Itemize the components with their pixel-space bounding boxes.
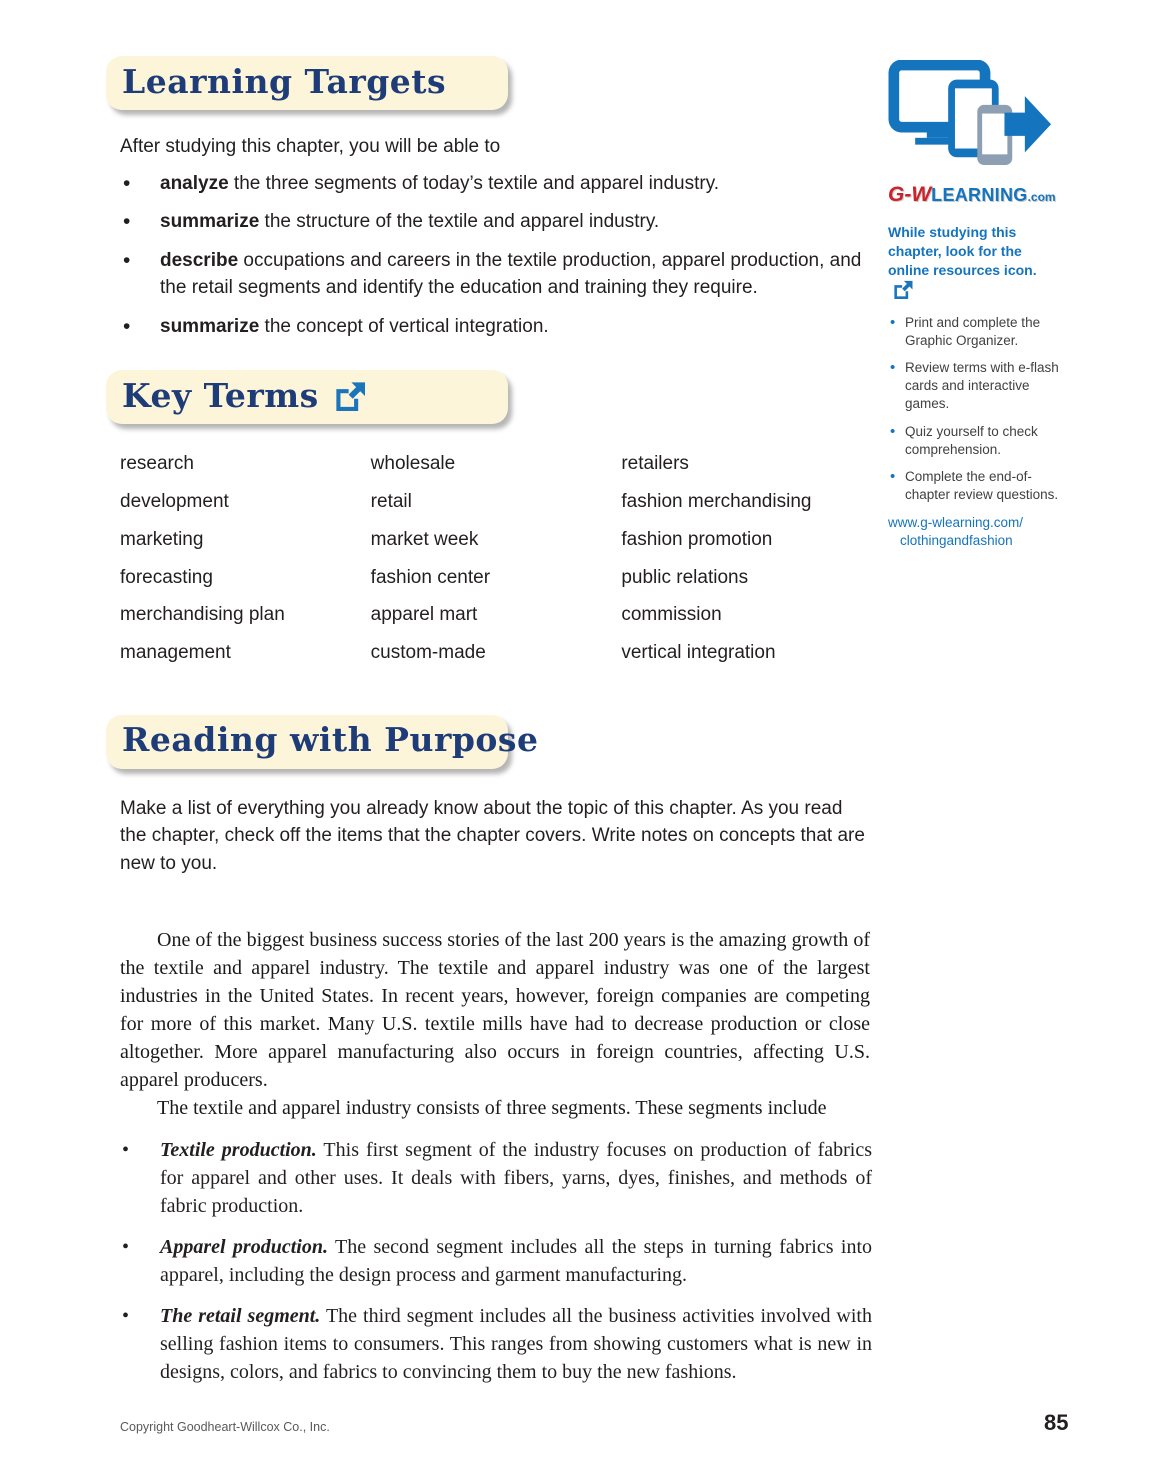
page-number: 85 xyxy=(1044,1410,1069,1435)
sidebar-intro xyxy=(888,223,1060,304)
key-terms-banner xyxy=(106,370,508,424)
key-term: merchandising plan xyxy=(120,604,285,626)
reading-with-purpose-body: Make a list of everything you already know about the topic of this chapter. As you read the chapter, check off the items that the chapter covers. Write notes on concepts that are new to you. xyxy=(120,797,865,874)
link-line-2[interactable]: clothingandfashion xyxy=(900,532,1013,548)
learning-targets-title: Learning Targets xyxy=(122,61,447,101)
chapter-body-text xyxy=(120,926,870,1122)
logo-com-text: .com xyxy=(1027,190,1056,204)
key-term: public relations xyxy=(621,566,749,588)
key-terms-column-3 xyxy=(621,452,872,679)
copyright-notice: Copyright Goodheart-Willcox Co., Inc. xyxy=(120,1420,330,1434)
item-lead: Textile production. xyxy=(160,1138,317,1161)
link-line-1[interactable]: www.g-wlearning.com/ xyxy=(888,514,1024,530)
reading-with-purpose-title: Reading with Purpose xyxy=(122,720,539,760)
item-text: The third segment includes all the business activities involved with selling fashion items to consumers. This ranges from showing customers what is new in designs, colors, and fabrics to convincing them to buy the new fashions. xyxy=(160,1304,872,1383)
learning-targets-intro: After studying this chapter, you will be able to xyxy=(120,136,501,157)
key-term: apparel mart xyxy=(370,604,478,626)
logo-gw-text: G-W xyxy=(888,183,932,206)
key-term: research xyxy=(120,453,194,475)
list-item xyxy=(120,170,872,198)
sidebar-link[interactable] xyxy=(888,514,1060,550)
reading-with-purpose-banner xyxy=(106,715,539,769)
gw-learning-wordmark xyxy=(888,183,1060,207)
list-item: • Print and complete the Graphic Organizer. xyxy=(888,314,1060,350)
list-item: • Quiz yourself to check comprehension. xyxy=(888,423,1060,459)
item-lead: summarize xyxy=(160,211,260,233)
key-term: fashion center xyxy=(370,566,491,588)
key-term: management xyxy=(120,642,231,664)
sidebar-intro-text: While studying this chapter, look for the online resources icon. xyxy=(888,224,1037,278)
key-terms-list xyxy=(120,452,872,679)
logo-learning-text: LEARNING xyxy=(931,185,1028,205)
item-lead: analyze xyxy=(160,172,229,194)
key-term: forecasting xyxy=(120,566,213,588)
body-paragraph: One of the biggest business success stories of the last 200 years is the amazing growth of the textile and apparel industry. The textile and apparel industry was one of the largest industries in the United States. In recent years, however, foreign companies are competing for more of this market. Many U.S. textile mills have had to decrease production or close altogether. More apparel manufacturing also occurs in foreign countries, affecting U.S. apparel producers. xyxy=(120,928,870,1091)
list-item xyxy=(120,1233,872,1289)
item-text: This first segment of the industry focuses on production of fabrics for apparel and other uses. It deals with fibers, yarns, dyes, finishes, and methods of fabric production. xyxy=(160,1138,873,1217)
body-paragraph: The textile and apparel industry consists of three segments. These segments include xyxy=(157,1096,827,1119)
learning-targets-banner xyxy=(106,56,508,110)
key-term: market week xyxy=(370,528,479,550)
list-item xyxy=(120,1302,872,1386)
key-terms-column-1 xyxy=(120,452,371,679)
key-term: commission xyxy=(621,604,722,626)
key-terms-title: Key Terms xyxy=(122,375,319,415)
key-term: vertical integration xyxy=(621,642,776,664)
gw-learning-logo-icon xyxy=(888,60,1060,177)
key-term: marketing xyxy=(120,528,204,550)
key-term: wholesale xyxy=(370,453,456,475)
item-lead: The retail segment. xyxy=(160,1304,321,1327)
key-term: fashion promotion xyxy=(621,528,773,550)
main-column xyxy=(120,56,872,1399)
item-text: the structure of the textile and apparel industry. xyxy=(259,211,660,233)
key-term: custom-made xyxy=(370,642,486,664)
list-item: • Complete the end-of-chapter review questions. xyxy=(888,468,1060,504)
item-lead: Apparel production. xyxy=(160,1235,328,1258)
list-item xyxy=(120,313,872,341)
key-term: development xyxy=(120,491,229,513)
item-lead: describe xyxy=(160,249,239,271)
online-resources-icon xyxy=(892,280,914,304)
key-terms-column-2 xyxy=(371,452,622,679)
list-item: • Review terms with e-flash cards and interactive games. xyxy=(888,359,1060,414)
item-text: occupations and careers in the textile production, apparel production, and the retail segments and identify the education and training they require. xyxy=(160,249,862,299)
sidebar-activities-list xyxy=(888,314,1060,505)
item-text: The second segment includes all the steps in turning fabrics into apparel, including the design process and garment manufacturing. xyxy=(160,1235,873,1286)
list-item xyxy=(120,1136,872,1220)
segments-list xyxy=(120,1136,872,1386)
external-link-icon[interactable] xyxy=(333,381,367,416)
key-term: retail xyxy=(370,491,412,513)
item-text: the concept of vertical integration. xyxy=(259,315,549,337)
learning-targets-list xyxy=(120,170,872,341)
key-term: retailers xyxy=(621,453,689,475)
list-item xyxy=(120,208,872,236)
key-term: fashion merchandising xyxy=(621,491,812,513)
item-lead: summarize xyxy=(160,315,260,337)
list-item xyxy=(120,247,872,302)
item-text: the three segments of today’s textile and apparel industry. xyxy=(228,172,720,194)
online-resources-sidebar xyxy=(888,60,1060,550)
